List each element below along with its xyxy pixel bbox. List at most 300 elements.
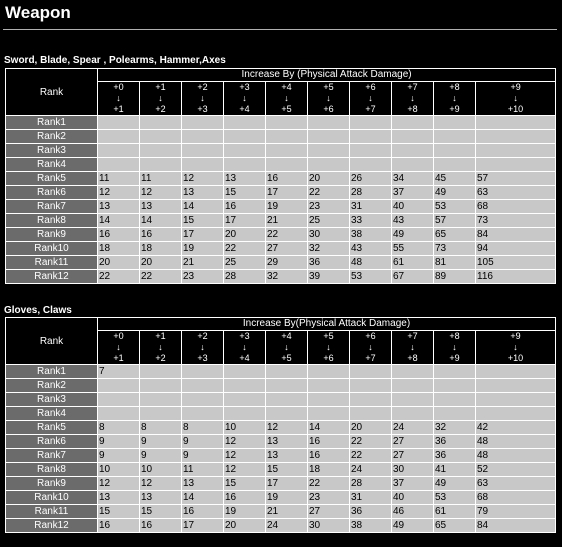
damage-value-cell: 8: [182, 421, 224, 435]
damage-value-cell: 67: [392, 270, 434, 284]
step-from-label: +9: [510, 331, 521, 341]
enchant-step-header: [266, 82, 308, 116]
damage-value-cell: 34: [392, 172, 434, 186]
damage-value-cell: 12: [224, 463, 266, 477]
damage-value-cell: [182, 407, 224, 421]
damage-value-cell: 32: [434, 421, 476, 435]
damage-value-cell: 13: [266, 435, 308, 449]
damage-value-cell: [266, 379, 308, 393]
damage-value-cell: 73: [434, 242, 476, 256]
table-row: [6, 130, 556, 144]
down-arrow-icon: ↓: [513, 93, 518, 103]
rank-label: Rank11: [6, 256, 98, 270]
table-row: [6, 214, 556, 228]
damage-value-cell: 27: [308, 505, 350, 519]
damage-value-cell: 16: [266, 172, 308, 186]
down-arrow-icon: ↓: [452, 93, 457, 103]
damage-value-cell: 53: [434, 200, 476, 214]
damage-value-cell: [98, 144, 140, 158]
enchant-step-header: [182, 82, 224, 116]
step-from-label: +7: [407, 331, 418, 341]
damage-value-cell: [224, 116, 266, 130]
damage-value-cell: 20: [224, 228, 266, 242]
damage-value-cell: 39: [308, 270, 350, 284]
damage-value-cell: [308, 379, 350, 393]
damage-value-cell: 53: [350, 270, 392, 284]
rank-label: Rank6: [6, 186, 98, 200]
damage-value-cell: [350, 158, 392, 172]
rank-label: Rank9: [6, 477, 98, 491]
damage-value-cell: 29: [266, 256, 308, 270]
damage-value-cell: 33: [350, 214, 392, 228]
damage-value-cell: [350, 379, 392, 393]
rank-label: Rank3: [6, 393, 98, 407]
damage-value-cell: 20: [350, 421, 392, 435]
damage-value-cell: 7: [98, 365, 140, 379]
damage-value-cell: [140, 130, 182, 144]
rank-label: Rank5: [6, 172, 98, 186]
damage-value-cell: [308, 407, 350, 421]
damage-value-cell: [476, 144, 556, 158]
damage-value-cell: 43: [350, 242, 392, 256]
damage-value-cell: [182, 144, 224, 158]
step-to-label: +3: [197, 104, 208, 114]
damage-value-cell: 15: [224, 186, 266, 200]
step-to-label: +3: [197, 353, 208, 363]
damage-value-cell: 12: [224, 449, 266, 463]
damage-value-cell: 23: [182, 270, 224, 284]
damage-value-cell: 21: [266, 505, 308, 519]
damage-value-cell: 22: [350, 435, 392, 449]
table-row: [6, 435, 556, 449]
step-to-label: +2: [155, 104, 166, 114]
step-from-label: +1: [155, 331, 166, 341]
damage-value-cell: 45: [434, 172, 476, 186]
damage-value-cell: 31: [350, 491, 392, 505]
table-row: [6, 200, 556, 214]
damage-value-cell: [434, 393, 476, 407]
damage-value-cell: 16: [140, 228, 182, 242]
damage-value-cell: 14: [182, 491, 224, 505]
step-to-label: +4: [239, 353, 250, 363]
step-from-label: +5: [323, 82, 334, 92]
down-arrow-icon: ↓: [368, 342, 373, 352]
damage-value-cell: 22: [98, 270, 140, 284]
damage-value-cell: 42: [476, 421, 556, 435]
step-from-label: +5: [323, 331, 334, 341]
damage-value-cell: 17: [182, 228, 224, 242]
enchant-step-header: [434, 331, 476, 365]
damage-value-cell: 9: [140, 449, 182, 463]
rank-label: Rank5: [6, 421, 98, 435]
damage-value-cell: 48: [350, 256, 392, 270]
damage-value-cell: 13: [224, 172, 266, 186]
rank-label: Rank3: [6, 144, 98, 158]
damage-value-cell: 89: [434, 270, 476, 284]
damage-value-cell: [434, 365, 476, 379]
table-row: [6, 505, 556, 519]
rank-label: Rank9: [6, 228, 98, 242]
damage-value-cell: 19: [266, 491, 308, 505]
damage-value-cell: [392, 130, 434, 144]
damage-value-cell: [434, 144, 476, 158]
damage-value-cell: 27: [266, 242, 308, 256]
damage-value-cell: 22: [308, 186, 350, 200]
damage-value-cell: 46: [392, 505, 434, 519]
enchant-step-header: [140, 331, 182, 365]
damage-value-cell: 65: [434, 228, 476, 242]
step-to-label: +10: [507, 104, 524, 114]
damage-value-cell: [98, 158, 140, 172]
damage-value-cell: 38: [350, 519, 392, 533]
damage-value-cell: 37: [392, 186, 434, 200]
damage-value-cell: [140, 365, 182, 379]
section-title-gloves: Gloves, Claws: [4, 305, 72, 316]
enchant-step-header: [224, 82, 266, 116]
damage-value-cell: 13: [182, 186, 224, 200]
damage-value-cell: 22: [140, 270, 182, 284]
damage-value-cell: 22: [266, 228, 308, 242]
damage-value-cell: 43: [392, 214, 434, 228]
damage-value-cell: 16: [182, 505, 224, 519]
damage-value-cell: [392, 407, 434, 421]
damage-value-cell: 25: [308, 214, 350, 228]
damage-value-cell: 12: [224, 435, 266, 449]
down-arrow-icon: ↓: [116, 93, 121, 103]
damage-value-cell: 63: [476, 477, 556, 491]
enchant-step-header: [350, 82, 392, 116]
damage-value-cell: [350, 144, 392, 158]
damage-value-cell: 12: [140, 186, 182, 200]
damage-value-cell: [434, 379, 476, 393]
damage-value-cell: [266, 116, 308, 130]
damage-value-cell: [266, 144, 308, 158]
step-to-label: +6: [323, 104, 334, 114]
down-arrow-icon: ↓: [158, 342, 163, 352]
damage-value-cell: 16: [224, 491, 266, 505]
down-arrow-icon: ↓: [326, 342, 331, 352]
rank-column-header: Rank: [6, 318, 98, 365]
damage-value-cell: 27: [392, 435, 434, 449]
rank-label: Rank8: [6, 214, 98, 228]
rank-label: Rank10: [6, 491, 98, 505]
step-to-label: +9: [449, 353, 460, 363]
step-to-label: +7: [365, 353, 376, 363]
damage-value-cell: 48: [476, 435, 556, 449]
damage-value-cell: 15: [266, 463, 308, 477]
damage-value-cell: 16: [98, 519, 140, 533]
table-row: [6, 421, 556, 435]
damage-value-cell: 26: [350, 172, 392, 186]
damage-value-cell: [476, 130, 556, 144]
damage-value-cell: 57: [476, 172, 556, 186]
damage-value-cell: 12: [266, 421, 308, 435]
step-from-label: +9: [510, 82, 521, 92]
damage-value-cell: 19: [266, 200, 308, 214]
damage-value-cell: 10: [98, 463, 140, 477]
damage-value-cell: 15: [140, 505, 182, 519]
damage-value-cell: 11: [98, 172, 140, 186]
step-from-label: +8: [449, 331, 460, 341]
damage-value-cell: [308, 130, 350, 144]
damage-value-cell: [392, 365, 434, 379]
damage-value-cell: 14: [140, 214, 182, 228]
down-arrow-icon: ↓: [284, 342, 289, 352]
step-from-label: +3: [239, 331, 250, 341]
damage-value-cell: [140, 144, 182, 158]
damage-value-cell: [308, 116, 350, 130]
sword-enchant-table: [5, 68, 556, 284]
step-to-label: +5: [281, 353, 292, 363]
table-row: [6, 365, 556, 379]
damage-value-cell: [476, 379, 556, 393]
damage-value-cell: 28: [350, 477, 392, 491]
table-row: [6, 116, 556, 130]
damage-value-cell: [98, 393, 140, 407]
rank-label: Rank7: [6, 200, 98, 214]
enchant-step-header: [434, 82, 476, 116]
damage-value-cell: 11: [182, 463, 224, 477]
damage-value-cell: 25: [224, 256, 266, 270]
rank-label: Rank10: [6, 242, 98, 256]
damage-value-cell: 17: [182, 519, 224, 533]
damage-value-cell: [392, 144, 434, 158]
damage-value-cell: 79: [476, 505, 556, 519]
damage-value-cell: [350, 407, 392, 421]
down-arrow-icon: ↓: [158, 93, 163, 103]
damage-value-cell: 17: [266, 186, 308, 200]
damage-value-cell: 9: [98, 449, 140, 463]
step-to-label: +2: [155, 353, 166, 363]
damage-value-cell: [476, 393, 556, 407]
rank-label: Rank1: [6, 365, 98, 379]
damage-value-cell: 15: [98, 505, 140, 519]
damage-value-cell: 116: [476, 270, 556, 284]
damage-value-cell: [140, 379, 182, 393]
damage-value-cell: 36: [434, 435, 476, 449]
enchant-step-header: [140, 82, 182, 116]
damage-value-cell: [266, 130, 308, 144]
damage-value-cell: 30: [392, 463, 434, 477]
damage-value-cell: [392, 379, 434, 393]
damage-value-cell: 16: [308, 435, 350, 449]
damage-value-cell: 55: [392, 242, 434, 256]
enchant-step-header: [476, 331, 556, 365]
rank-column-header: Rank: [6, 69, 98, 116]
damage-value-cell: 13: [266, 449, 308, 463]
damage-value-cell: [266, 365, 308, 379]
enchant-step-header: [392, 82, 434, 116]
down-arrow-icon: ↓: [326, 93, 331, 103]
table-row: [6, 491, 556, 505]
step-from-label: +1: [155, 82, 166, 92]
table-row: [6, 270, 556, 284]
step-from-label: +0: [113, 331, 124, 341]
step-to-label: +8: [407, 353, 418, 363]
damage-value-cell: 11: [140, 172, 182, 186]
damage-value-cell: 10: [140, 463, 182, 477]
enchant-step-header: [266, 331, 308, 365]
damage-value-cell: [266, 393, 308, 407]
step-to-label: +10: [507, 353, 524, 363]
damage-value-cell: 18: [98, 242, 140, 256]
down-arrow-icon: ↓: [410, 342, 415, 352]
increase-by-header: Increase By(Physical Attack Damage): [98, 318, 556, 331]
damage-value-cell: 13: [140, 491, 182, 505]
damage-value-cell: 20: [224, 519, 266, 533]
rank-label: Rank8: [6, 463, 98, 477]
damage-value-cell: [392, 116, 434, 130]
damage-value-cell: 57: [434, 214, 476, 228]
damage-value-cell: [434, 158, 476, 172]
damage-value-cell: 13: [98, 491, 140, 505]
damage-value-cell: 21: [266, 214, 308, 228]
damage-value-cell: 18: [140, 242, 182, 256]
damage-value-cell: [308, 144, 350, 158]
damage-value-cell: 15: [224, 477, 266, 491]
damage-value-cell: 84: [476, 228, 556, 242]
enchant-step-header: [308, 82, 350, 116]
step-to-label: +8: [407, 104, 418, 114]
damage-value-cell: 32: [266, 270, 308, 284]
damage-value-cell: 16: [140, 519, 182, 533]
down-arrow-icon: ↓: [242, 93, 247, 103]
rank-label: Rank4: [6, 407, 98, 421]
rank-label: Rank1: [6, 116, 98, 130]
damage-value-cell: 16: [98, 228, 140, 242]
damage-value-cell: [140, 116, 182, 130]
damage-value-cell: 27: [392, 449, 434, 463]
damage-value-cell: [140, 158, 182, 172]
step-from-label: +4: [281, 82, 292, 92]
damage-value-cell: [476, 116, 556, 130]
damage-value-cell: 12: [182, 172, 224, 186]
damage-value-cell: 16: [308, 449, 350, 463]
damage-value-cell: [182, 130, 224, 144]
rank-label: Rank12: [6, 270, 98, 284]
damage-value-cell: 36: [350, 505, 392, 519]
enchant-step-header: [224, 331, 266, 365]
table-row: [6, 449, 556, 463]
enchant-step-header: [350, 331, 392, 365]
damage-value-cell: [224, 130, 266, 144]
step-from-label: +7: [407, 82, 418, 92]
table-row: [6, 158, 556, 172]
damage-value-cell: [224, 393, 266, 407]
damage-value-cell: 12: [98, 186, 140, 200]
damage-value-cell: [266, 158, 308, 172]
damage-value-cell: [476, 158, 556, 172]
damage-value-cell: [140, 407, 182, 421]
step-from-label: +3: [239, 82, 250, 92]
damage-value-cell: 20: [98, 256, 140, 270]
damage-value-cell: 73: [476, 214, 556, 228]
damage-value-cell: 49: [434, 186, 476, 200]
damage-value-cell: 9: [182, 449, 224, 463]
gloves-enchant-table: [5, 317, 556, 533]
damage-value-cell: [224, 365, 266, 379]
damage-value-cell: 36: [434, 449, 476, 463]
enchant-step-header: [182, 331, 224, 365]
step-from-label: +4: [281, 331, 292, 341]
step-from-label: +2: [197, 82, 208, 92]
damage-value-cell: 10: [224, 421, 266, 435]
page-title: Weapon: [5, 3, 71, 22]
damage-value-cell: [308, 393, 350, 407]
damage-value-cell: 63: [476, 186, 556, 200]
damage-value-cell: [476, 407, 556, 421]
damage-value-cell: 13: [182, 477, 224, 491]
damage-value-cell: 12: [140, 477, 182, 491]
damage-value-cell: 48: [476, 449, 556, 463]
rank-label: Rank12: [6, 519, 98, 533]
damage-value-cell: 41: [434, 463, 476, 477]
step-to-label: +7: [365, 104, 376, 114]
damage-value-cell: [182, 393, 224, 407]
damage-value-cell: 15: [182, 214, 224, 228]
enchant-step-header: [98, 82, 140, 116]
damage-value-cell: 28: [350, 186, 392, 200]
damage-value-cell: 22: [350, 449, 392, 463]
rank-label: Rank7: [6, 449, 98, 463]
damage-value-cell: 32: [308, 242, 350, 256]
damage-value-cell: 23: [308, 200, 350, 214]
step-to-label: +1: [113, 104, 124, 114]
down-arrow-icon: ↓: [368, 93, 373, 103]
table-row: [6, 379, 556, 393]
damage-value-cell: 20: [140, 256, 182, 270]
table-row: [6, 477, 556, 491]
section-title-sword: Sword, Blade, Spear , Polearms, Hammer,Axes: [4, 55, 226, 66]
table-row: [6, 407, 556, 421]
enchant-step-header: [392, 331, 434, 365]
damage-value-cell: [98, 407, 140, 421]
down-arrow-icon: ↓: [242, 342, 247, 352]
damage-value-cell: 17: [224, 214, 266, 228]
damage-value-cell: 40: [392, 200, 434, 214]
damage-value-cell: 65: [434, 519, 476, 533]
damage-value-cell: 24: [266, 519, 308, 533]
damage-value-cell: [224, 158, 266, 172]
step-to-label: +4: [239, 104, 250, 114]
damage-value-cell: 36: [308, 256, 350, 270]
damage-value-cell: 19: [224, 505, 266, 519]
table-row: [6, 228, 556, 242]
rank-label: Rank4: [6, 158, 98, 172]
down-arrow-icon: ↓: [116, 342, 121, 352]
damage-value-cell: [434, 407, 476, 421]
down-arrow-icon: ↓: [452, 342, 457, 352]
step-from-label: +8: [449, 82, 460, 92]
table-row: [6, 256, 556, 270]
damage-value-cell: 30: [308, 519, 350, 533]
damage-value-cell: 37: [392, 477, 434, 491]
damage-value-cell: [350, 393, 392, 407]
damage-value-cell: 68: [476, 491, 556, 505]
damage-value-cell: 22: [224, 242, 266, 256]
table-row: [6, 463, 556, 477]
down-arrow-icon: ↓: [200, 342, 205, 352]
table-row: [6, 242, 556, 256]
damage-value-cell: 21: [182, 256, 224, 270]
damage-value-cell: [140, 393, 182, 407]
damage-value-cell: 9: [140, 435, 182, 449]
step-to-label: +1: [113, 353, 124, 363]
damage-value-cell: 14: [98, 214, 140, 228]
damage-value-cell: 49: [434, 477, 476, 491]
damage-value-cell: [392, 158, 434, 172]
enchant-step-header: [476, 82, 556, 116]
